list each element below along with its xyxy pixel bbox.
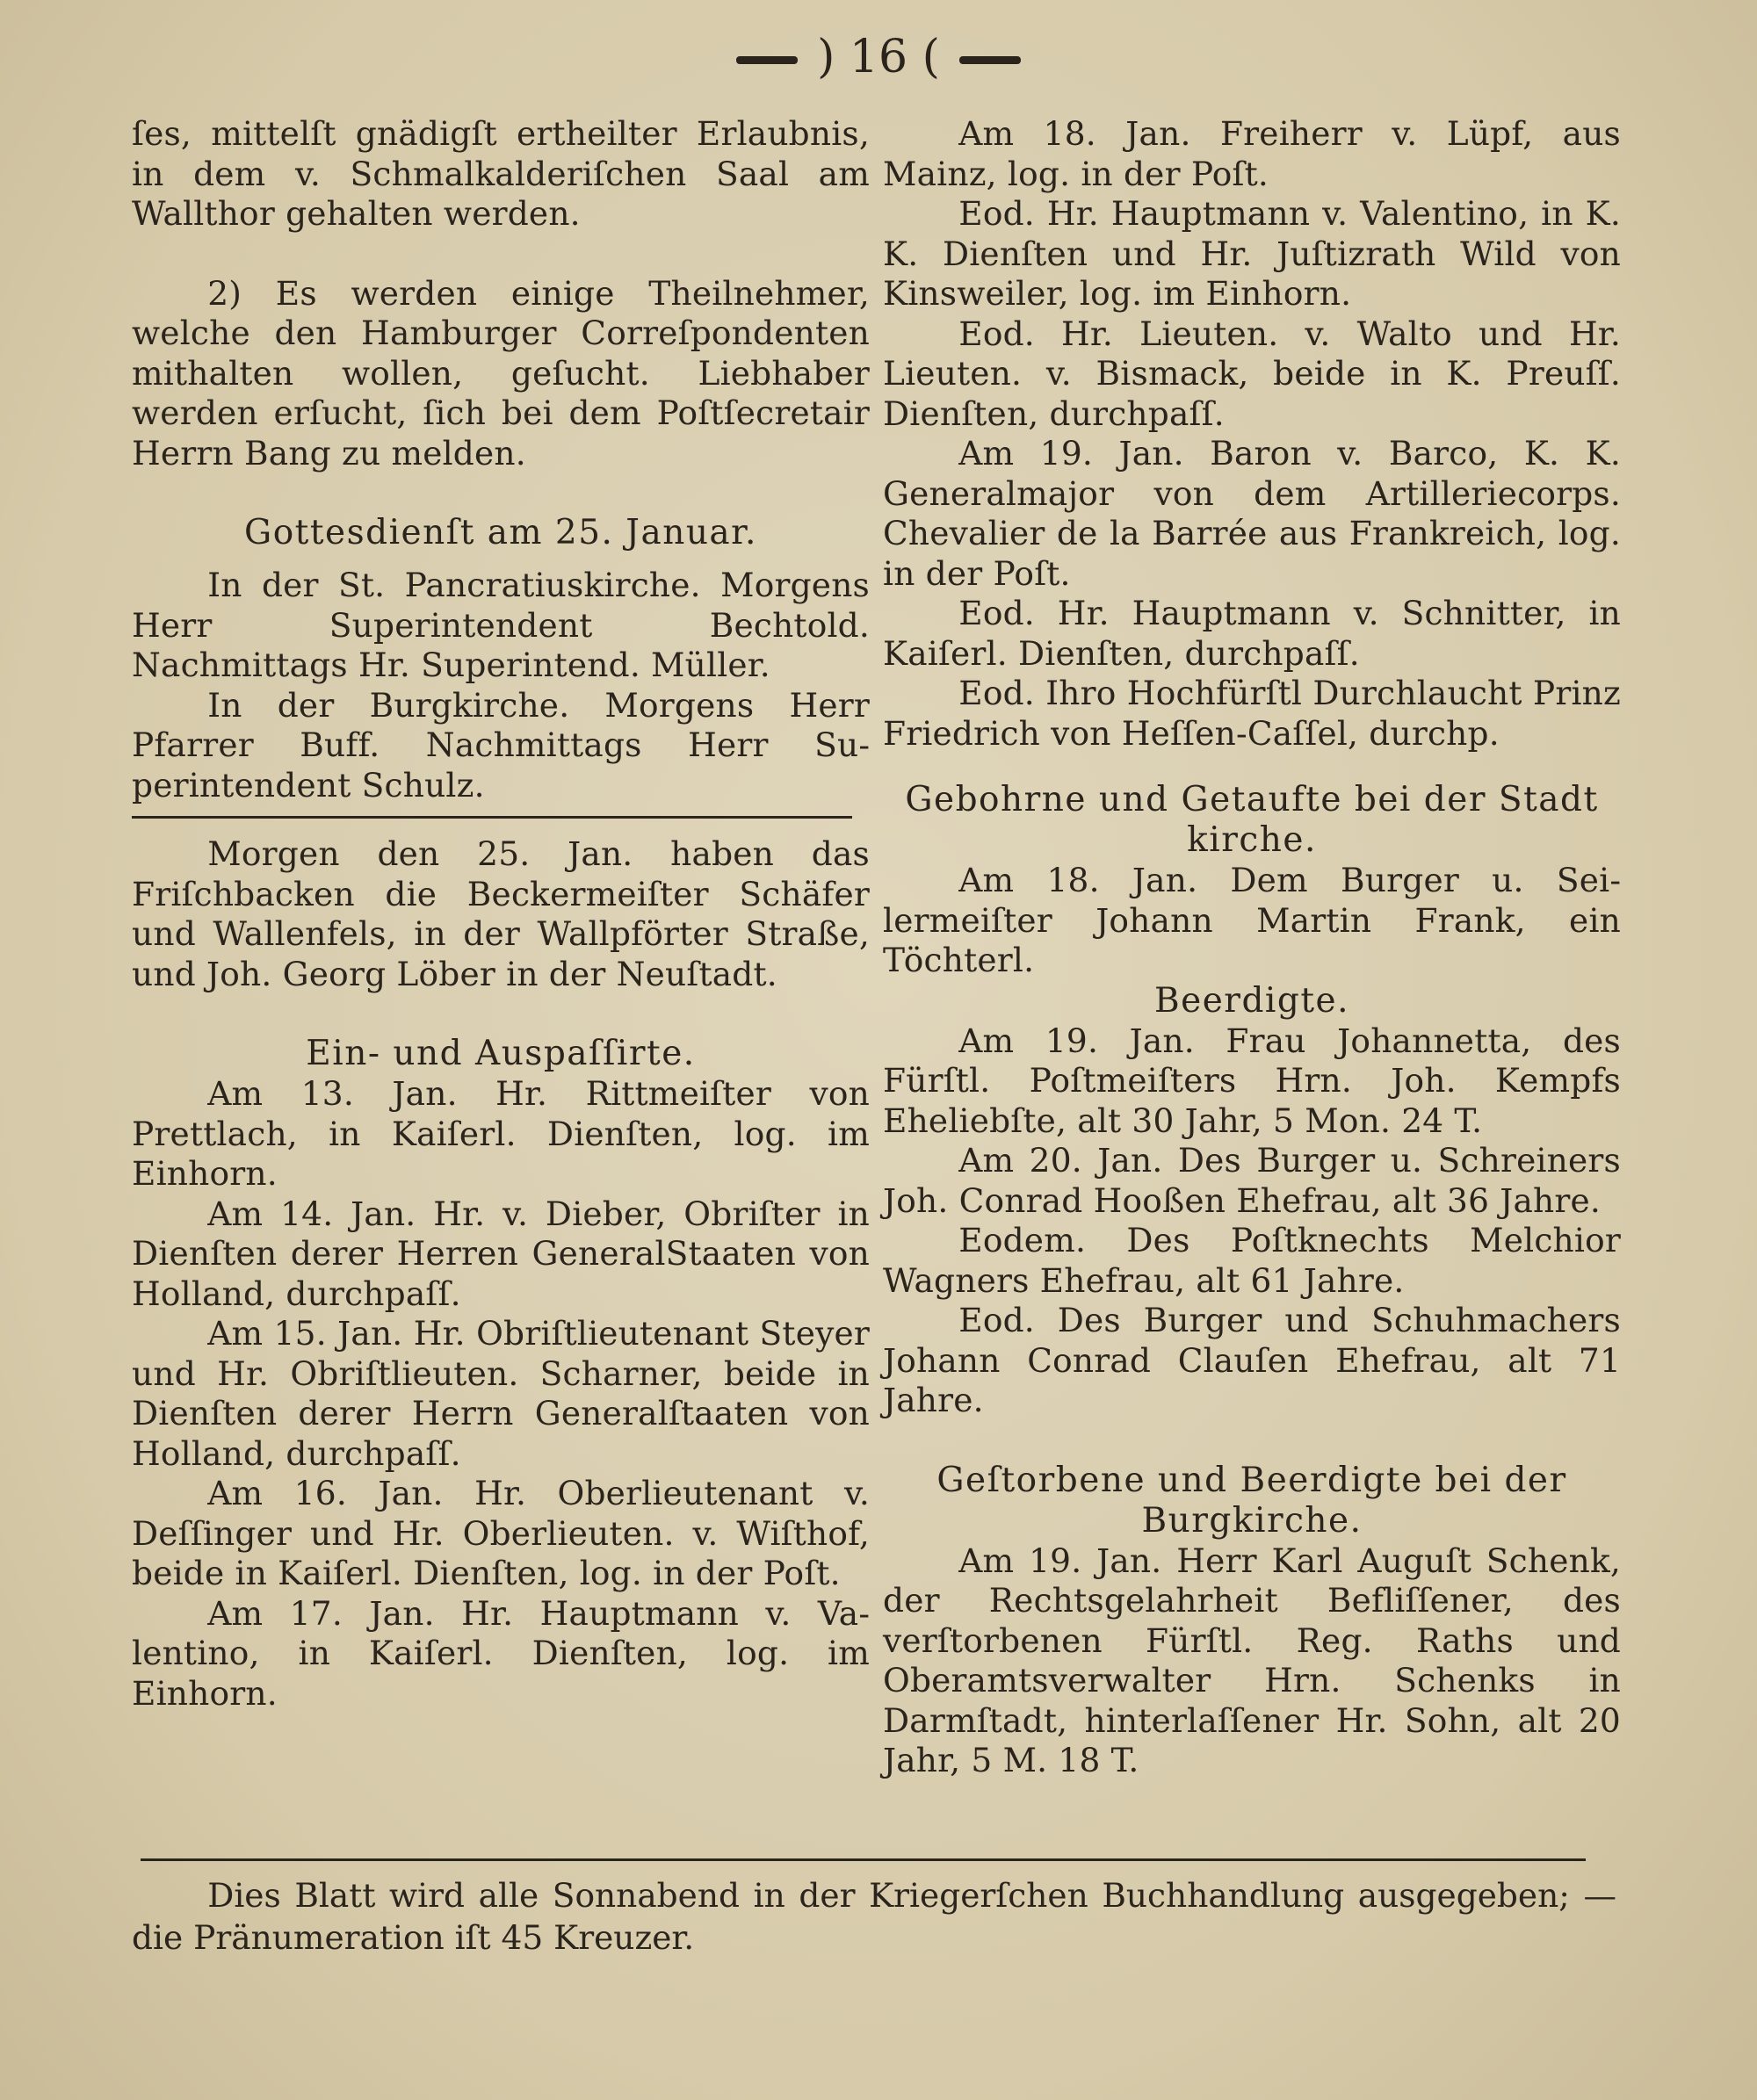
section-title-deaths-burgkirche	[883, 1461, 1621, 1541]
service-pancratius: In der St. Pancratiuskirche. Morgens Herr Superintendent Bechtold. Nachmittags Hr. Superintend. Müller.	[132, 566, 870, 684]
section-divider	[132, 816, 852, 819]
section-title-gottesdienst: Gottesdienſt am 25. Januar.	[244, 513, 757, 552]
traveller-entry: Am 14. Jan. Hr. v. Dieber, Obriſter in Dienſten derer Herren GeneralStaaten von Holland, durchpaſſ.	[132, 1194, 870, 1313]
section-title-deaths-line1: Geſtorbene und Beerdigte bei der	[936, 1460, 1567, 1500]
burial-entry: Am 19. Jan. Frau Johannetta, des Fürſtl. Poſtmeiſters Hrn. Joh. Kempfs Eheliebſte, alt 30 Jahr, 5 Mon. 24 T.	[883, 1021, 1621, 1140]
section-title-births-line2: kirche.	[1187, 820, 1317, 860]
service-burgkirche: In der Burgkirche. Morgens Herr Pfarrer Buff. Nachmittags Herr Superintendent Schulz.	[132, 685, 870, 805]
traveller-entry: Eod. Hr. Hauptmann v. Schnitter, in Kaiſerl. Dienſten, durchpaſſ.	[883, 594, 1621, 673]
footer-text: Dies Blatt wird alle Sonnabend in der Kriegerſchen Buchhandlung ausgegeben; — die Pränumeration iſt 45 Kreuzer.	[132, 1876, 1616, 1957]
header-ornament-right	[959, 56, 1021, 64]
traveller-entry: Eod. Hr. Lieuten. v. Walto und Hr. Lieuten. v. Bismack, beide in K. Preuſſ. Dienſten, durchpaſſ.	[883, 314, 1621, 433]
right-column	[883, 114, 1621, 1781]
section-title-births-line1: Gebohrne und Getaufte bei der Stadt	[905, 780, 1599, 819]
section-title-burials: Beerdigte.	[1153, 980, 1350, 1021]
traveller-entry: Am 13. Jan. Hr. Rittmeiſter von Prettlach, in Kaiſerl. Dienſten, log. im Einhorn.	[132, 1074, 870, 1193]
traveller-entry: Am 16. Jan. Hr. Oberlieutenant v. Deſſinger und Hr. Oberlieuten. v. Wiſthof, beide in Kaiſerl. Dienſten, log. in der Poſt.	[132, 1474, 870, 1592]
death-entry: Am 19. Jan. Herr Karl Auguſt Schenk, der Rechtsgelahrheit Befliſſener, des verſtorbenen Fürſtl. Reg. Raths und Oberamtsverwalter Hrn. Schenks in Darmſtadt, hinterlaſſener Hr. Sohn, alt 20 Jahr, 5 M. 18 T.	[883, 1541, 1621, 1779]
notice-subscribers: 2) Es werden einige Theilnehmer, welche den Hamburger Correſpondenten mithalten wollen, geſucht. Liebhaber werden erſucht, ſich bei dem Poſtſecretair Herrn Bang zu melden.	[132, 273, 870, 473]
bakers-notice: Morgen den 25. Jan. haben das Friſchbacken die Beckermeiſter Schäfer und Wallenfels, in der Wallpförter Straße, und Joh. Georg Löber in der Neuſtadt.	[132, 834, 870, 993]
burial-entry: Eodem. Des Poſtknechts Melchior Wagners Ehefrau, alt 61 Jahre.	[883, 1221, 1621, 1300]
section-title-deaths-line2: Burgkirche.	[1141, 1500, 1363, 1541]
page-number: ) 16 (	[817, 31, 940, 83]
traveller-entry: Am 15. Jan. Hr. Obriſtlieutenant Steyer und Hr. Obriſtlieuten. Scharner, beide in Dienſten derer Herrn Generalſtaaten von Holland, durchpaſſ.	[132, 1314, 870, 1473]
section-title-births	[883, 780, 1621, 861]
traveller-entry: Eod. Ihro Hochfürſtl Durchlaucht Prinz Friedrich von Heſſen-Caſſel, durchp.	[883, 674, 1621, 753]
notice-continuation: ſes, mittelſt gnädigſt ertheilter Erlaubnis, in dem v. Schmalkalderiſchen Saal am Wallthor gehalten werden.	[132, 114, 870, 233]
footer-divider	[141, 1858, 1586, 1861]
footer	[132, 1874, 1616, 1959]
page-header	[0, 26, 1757, 88]
burial-entry: Am 20. Jan. Des Burger u. Schreiners Joh. Conrad Hooßen Ehefrau, alt 36 Jahre.	[883, 1141, 1621, 1220]
header-ornament-left	[736, 56, 798, 64]
traveller-entry: Am 17. Jan. Hr. Hauptmann v. Valentino, in Kaiſerl. Dienſten, log. im Einhorn.	[132, 1593, 870, 1713]
section-title-travellers: Ein- und Auspaſſirte.	[306, 1034, 696, 1073]
traveller-entry: Am 19. Jan. Baron v. Barco, K. K. Generalmajor von dem Artilleriecorps. Chevalier de la Barrée aus Frankreich, log. in der Poſt.	[883, 434, 1621, 593]
birth-entry: Am 18. Jan. Dem Burger u. Seilermeiſter Johann Martin Frank, ein Töchterl.	[883, 861, 1621, 979]
left-column	[132, 114, 870, 1714]
burial-entry: Eod. Des Burger und Schuhmachers Johann Conrad Clauſen Ehefrau, alt 71 Jahre.	[883, 1301, 1621, 1419]
traveller-entry: Eod. Hr. Hauptmann v. Valentino, in K. K. Dienſten und Hr. Juſtizrath Wild von Kinsweiler, log. im Einhorn.	[883, 194, 1621, 313]
traveller-entry: Am 18. Jan. Freiherr v. Lüpf, aus Mainz, log. in der Poſt.	[883, 114, 1621, 193]
